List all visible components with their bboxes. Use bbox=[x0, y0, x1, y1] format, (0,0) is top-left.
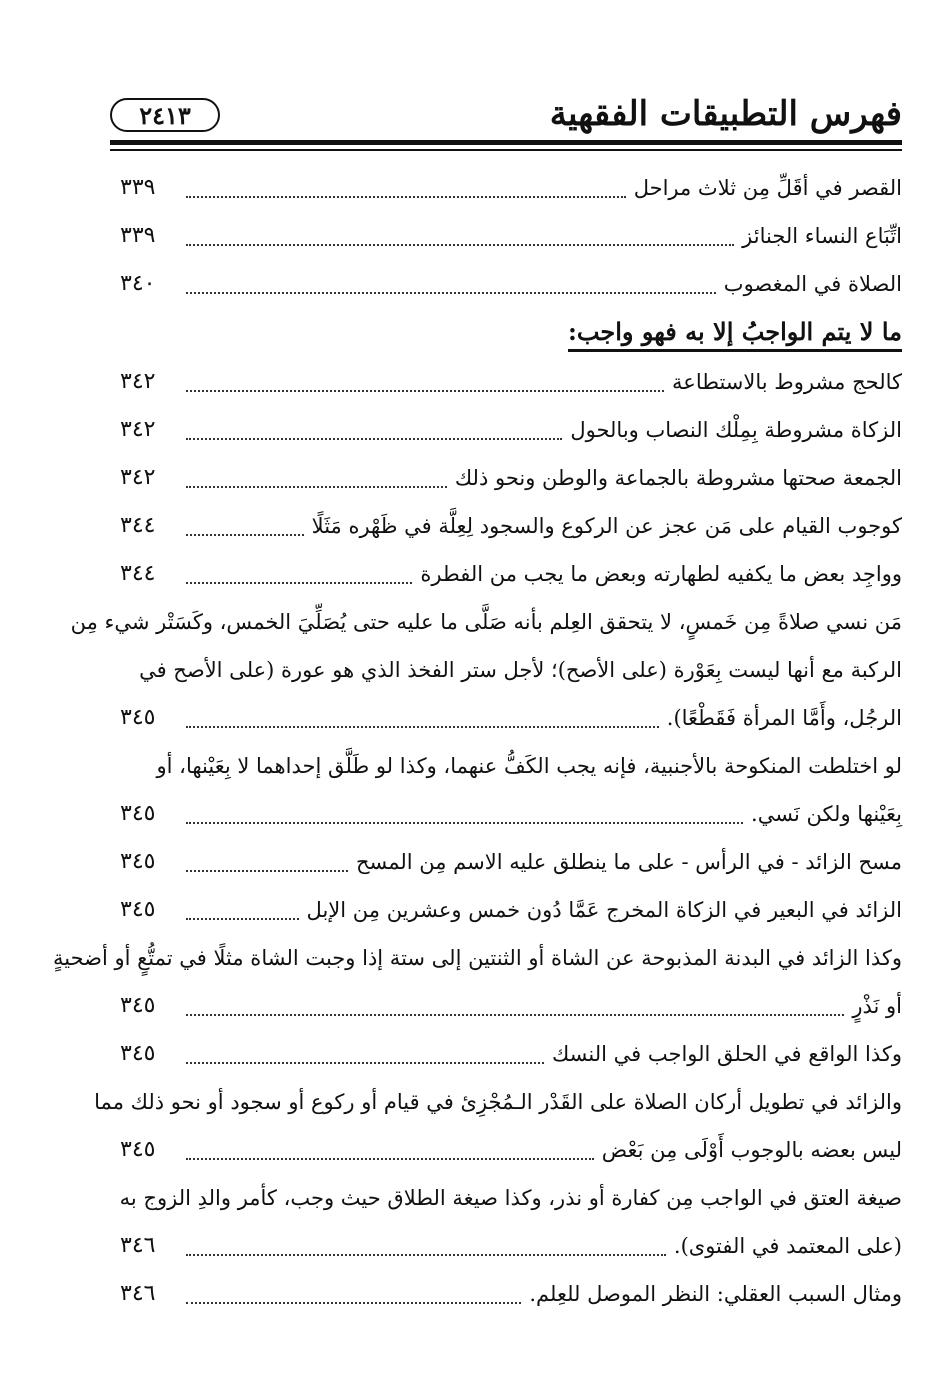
index-entry bbox=[120, 838, 902, 886]
leader-dots bbox=[186, 533, 304, 536]
entry-page-number: ٣٤٠ bbox=[120, 271, 156, 296]
entry-text: كوجوب القيام على مَن عجز عن الركوع والسجود لِعِلَّة في ظَهْره مَثَلًا bbox=[311, 514, 902, 538]
entry-text: وواجِد بعض ما يكفيه لطهارته وبعض ما يجب من الفطرة bbox=[420, 562, 902, 586]
entry-text: بِعَيْنها ولكن نَسي. bbox=[751, 802, 902, 826]
entry-line-last bbox=[120, 694, 902, 742]
leader-dots bbox=[186, 243, 734, 246]
entry-text: الركبة مع أنها ليست بِعَوْرة (على الأصح)؛ لأجل ستر الفخذ الذي هو عورة (على الأصح في bbox=[139, 658, 902, 682]
index-entry bbox=[120, 550, 902, 598]
entry-text: الصلاة في المغصوب bbox=[723, 272, 902, 296]
entry-line-last bbox=[120, 454, 902, 502]
entry-line-last bbox=[120, 260, 902, 308]
entry-line-last bbox=[120, 838, 902, 886]
index-entry bbox=[52, 934, 902, 1030]
leader-dots bbox=[186, 437, 562, 440]
entry-line-last bbox=[120, 502, 902, 550]
entry-text: ليس بعضه بالوجوب أَوْلَى مِن بَعْض bbox=[601, 1138, 902, 1162]
entry-text: مسح الزائد - في الرأس - على ما ينطلق عليه الاسم مِن المسح bbox=[355, 850, 902, 874]
index-entry bbox=[94, 1078, 902, 1174]
entry-line-last bbox=[120, 1030, 902, 1078]
index-entries-top bbox=[120, 164, 902, 308]
entry-text: وكذا الواقع في الحلق الواجب في النسك bbox=[551, 1042, 902, 1066]
entry-line bbox=[94, 1078, 902, 1126]
entry-text: (على المعتمد في الفتوى). bbox=[673, 1234, 902, 1258]
entry-page-number: ٣٤٢ bbox=[120, 465, 156, 490]
entry-line bbox=[120, 646, 902, 694]
section-heading bbox=[120, 308, 902, 358]
entry-text: ومثال السبب العقلي: النظر الموصل للعِلم. bbox=[529, 1282, 902, 1306]
leader-dots bbox=[186, 581, 412, 584]
entry-line-last bbox=[120, 212, 902, 260]
entry-text: الزائد في البعير في الزكاة المخرج عَمَّا دُون خمس وعشرين مِن الإبل bbox=[306, 898, 902, 922]
index-entry bbox=[120, 1030, 902, 1078]
entry-line-last bbox=[120, 1126, 902, 1174]
page-number-badge: ٢٤١٣ bbox=[110, 98, 220, 132]
leader-dots bbox=[186, 195, 626, 198]
entry-page-number: ٣٤٤ bbox=[120, 513, 156, 538]
entry-text: صيغة العتق في الواجب مِن كفارة أو نذر، وكذا صيغة الطلاق حيث وجب، كأمر والدِ الزوج به bbox=[119, 1186, 902, 1210]
entry-page-number: ٣٣٩ bbox=[120, 223, 156, 248]
leader-dots bbox=[186, 1061, 544, 1064]
leader-dots bbox=[186, 291, 716, 294]
leader-dots bbox=[186, 821, 743, 824]
index-entry bbox=[120, 406, 902, 454]
entry-page-number: ٣٤٥ bbox=[120, 1041, 156, 1066]
entry-line-last bbox=[120, 164, 902, 212]
index-entry bbox=[120, 742, 902, 838]
entry-page-number: ٣٤٢ bbox=[120, 369, 156, 394]
entry-line-last bbox=[120, 982, 902, 1030]
section-title: ما لا يتم الواجبُ إلا به فهو واجب: bbox=[568, 315, 902, 352]
leader-dots bbox=[186, 869, 348, 872]
index-entry bbox=[120, 502, 902, 550]
index-entries-section bbox=[52, 358, 902, 1318]
entry-line-last bbox=[120, 550, 902, 598]
entry-text: والزائد في تطويل أركان الصلاة على القَدْر الـمُجْزِئ في قيام أو ركوع أو سجود أو نحو ذلك مما bbox=[94, 1090, 902, 1114]
entry-line bbox=[120, 1174, 902, 1222]
index-entry bbox=[120, 358, 902, 406]
leader-dots bbox=[186, 1253, 666, 1256]
entry-line bbox=[70, 598, 902, 646]
entry-text: أو نَذْرٍ bbox=[852, 994, 902, 1018]
index-entry bbox=[120, 1270, 902, 1318]
entry-text: الزكاة مشروطة بِمِلْك النصاب وبالحول bbox=[570, 418, 902, 442]
header-rule-thick bbox=[110, 140, 902, 145]
header-rule-thin bbox=[110, 149, 902, 151]
leader-dots bbox=[186, 389, 664, 392]
entry-text: وكذا الزائد في البدنة المذبوحة عن الشاة أو الثنتين إلى ستة إذا وجبت الشاة مثلًا في تمتُّعٍ أو أضحيةٍ bbox=[52, 946, 902, 970]
index-entry bbox=[120, 454, 902, 502]
entry-text: اتِّبَاع النساء الجنائز bbox=[742, 224, 902, 248]
entry-text: لو اختلطت المنكوحة بالأجنبية، فإنه يجب الكَفُّ عنهما، وكذا لو طَلَّق إحداهما لا بِعَيْنها، أو bbox=[156, 754, 902, 778]
entry-page-number: ٣٤٢ bbox=[120, 417, 156, 442]
entry-text: مَن نسي صلاةً مِن خَمسٍ، لا يتحقق العِلم بأنه صَلَّى ما عليه حتى يُصَلِّيَ الخمس، وكَسَتْر شيء مِن bbox=[70, 610, 902, 634]
entry-line bbox=[120, 742, 902, 790]
entry-page-number: ٣٤٥ bbox=[120, 705, 156, 730]
leader-dots bbox=[186, 917, 299, 920]
entry-text: الجمعة صحتها مشروطة بالجماعة والوطن ونحو ذلك bbox=[454, 466, 902, 490]
index-entry bbox=[120, 260, 902, 308]
entry-line-last bbox=[120, 1270, 902, 1318]
entry-page-number: ٣٤٥ bbox=[120, 849, 156, 874]
entry-text: القصر في أقَلِّ مِن ثلاث مراحل bbox=[633, 176, 902, 200]
leader-dots bbox=[186, 1013, 844, 1016]
entry-line bbox=[52, 934, 902, 982]
leader-dots bbox=[186, 725, 659, 728]
entry-page-number: ٣٣٩ bbox=[120, 175, 156, 200]
entry-line-last bbox=[120, 358, 902, 406]
entry-page-number: ٣٤٦ bbox=[120, 1233, 156, 1258]
index-entry bbox=[120, 1174, 902, 1270]
entry-page-number: ٣٤٥ bbox=[120, 897, 156, 922]
entry-text: كالحج مشروط بالاستطاعة bbox=[672, 370, 902, 394]
entry-line-last bbox=[120, 886, 902, 934]
index-entry bbox=[120, 886, 902, 934]
page-header bbox=[110, 88, 902, 148]
index-entry bbox=[70, 598, 902, 742]
leader-dots bbox=[186, 1157, 594, 1160]
index-entry bbox=[120, 164, 902, 212]
leader-dots bbox=[186, 485, 447, 488]
entry-page-number: ٣٤٥ bbox=[120, 801, 156, 826]
page-title: فهرس التطبيقات الفقهية bbox=[549, 94, 902, 134]
entry-line-last bbox=[120, 1222, 902, 1270]
entry-text: الرجُل، وأَمَّا المرأة فَقَطْعًا). bbox=[666, 706, 902, 730]
index-entry bbox=[120, 212, 902, 260]
entry-page-number: ٣٤٦ bbox=[120, 1281, 156, 1306]
entry-line-last bbox=[120, 790, 902, 838]
index-content bbox=[52, 164, 902, 1318]
entry-line-last bbox=[120, 406, 902, 454]
entry-page-number: ٣٤٥ bbox=[120, 993, 156, 1018]
leader-dots bbox=[186, 1301, 521, 1304]
entry-page-number: ٣٤٤ bbox=[120, 561, 156, 586]
entry-page-number: ٣٤٥ bbox=[120, 1137, 156, 1162]
